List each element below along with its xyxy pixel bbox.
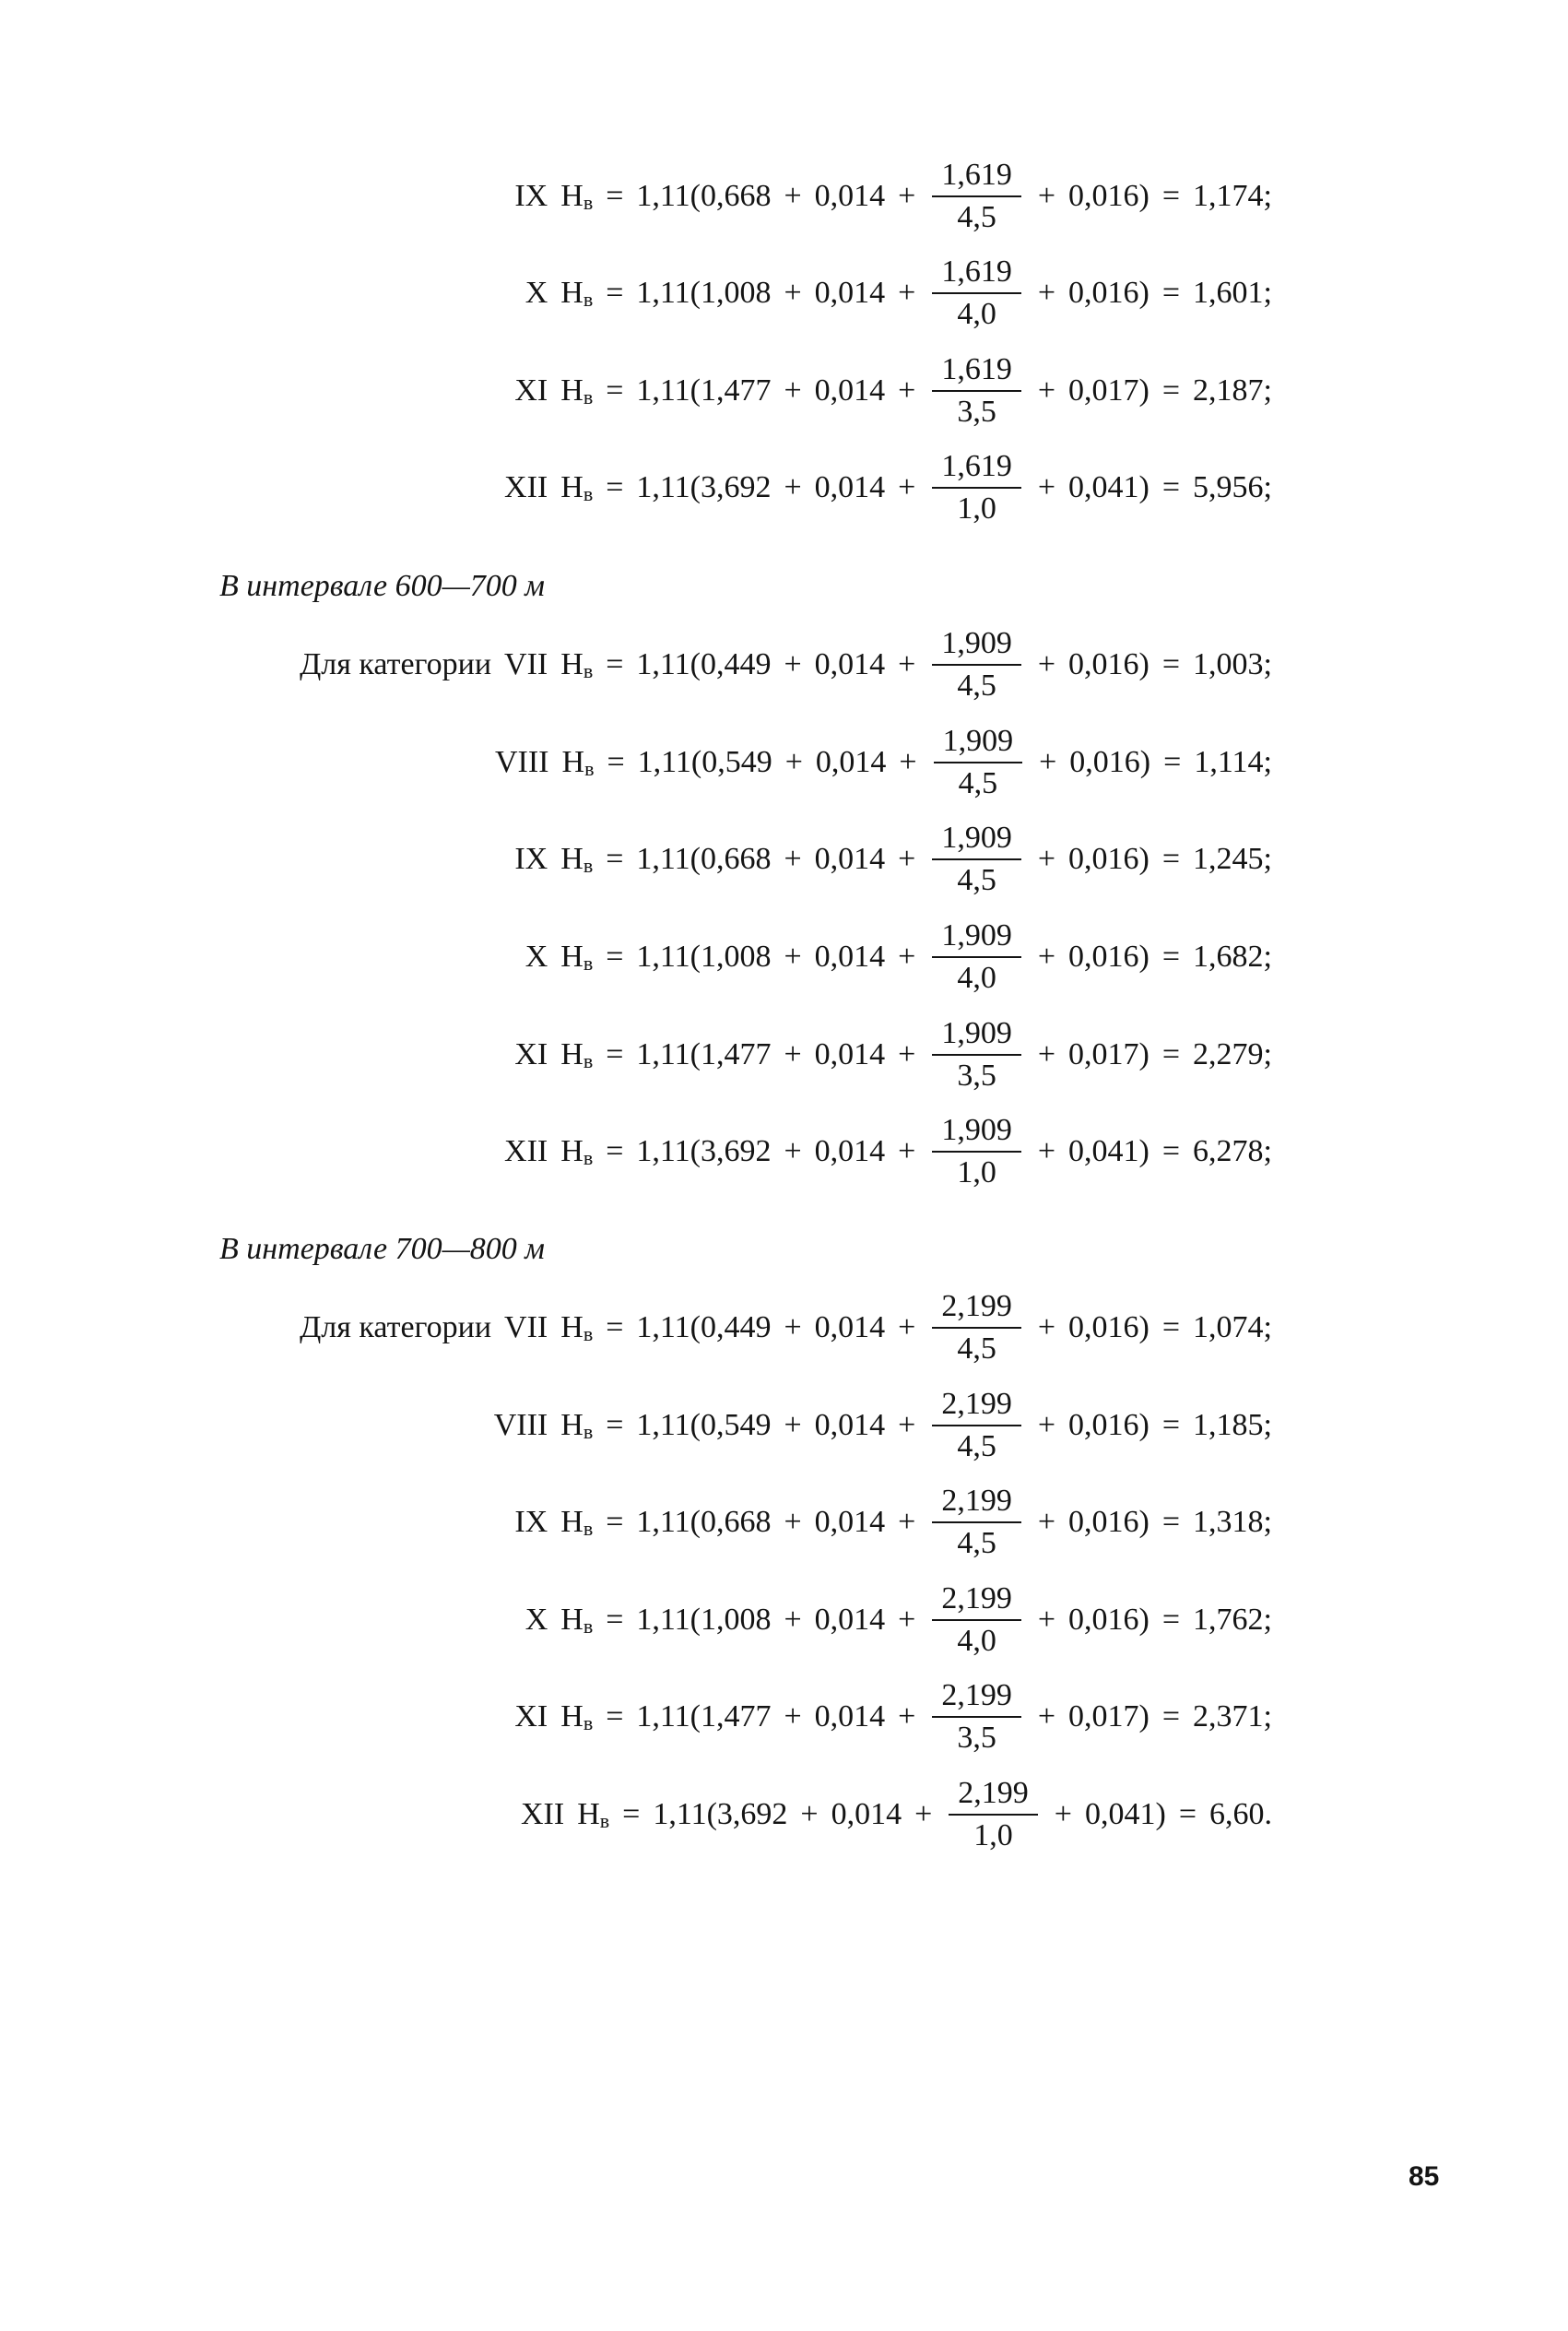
plus-sign: + (784, 179, 802, 213)
equals-sign: = (1161, 647, 1181, 681)
plus-sign: + (898, 1408, 916, 1442)
term-b: 0,014 (831, 1797, 902, 1831)
plus-sign: + (1037, 1134, 1056, 1168)
fraction (932, 919, 1021, 994)
category-label: VIII (493, 1408, 548, 1442)
fraction (932, 1017, 1021, 1092)
plus-sign: + (1037, 1037, 1056, 1071)
term-a: 0,449 (700, 1310, 772, 1344)
equals-sign: = (606, 470, 624, 504)
close-paren: ) (1138, 1037, 1149, 1071)
category-label: XII (521, 1797, 565, 1831)
fraction (932, 450, 1021, 525)
close-paren: ) (1138, 1310, 1149, 1344)
plus-sign: + (784, 940, 802, 974)
plus-sign: + (784, 276, 802, 310)
term-a: 1,008 (700, 940, 772, 974)
equation-row (0, 911, 1272, 1003)
plus-sign: + (1037, 940, 1056, 974)
equals-sign: = (1161, 1603, 1181, 1637)
plus-sign: + (800, 1797, 819, 1831)
category-label: X (525, 940, 548, 974)
fraction (932, 822, 1021, 896)
term-b: 0,014 (814, 1699, 886, 1733)
close-paren: ) (1138, 1603, 1149, 1637)
equals-sign: = (606, 647, 624, 681)
open-paren: ( (690, 1134, 701, 1168)
plus-sign: + (1039, 745, 1057, 779)
equals-sign: = (606, 276, 624, 310)
open-paren: ( (690, 1699, 701, 1733)
equation-row (0, 247, 1272, 339)
variable-symbol: Hв (577, 1796, 610, 1832)
plus-sign: + (1037, 1505, 1056, 1539)
coefficient: 1,11 (636, 1134, 690, 1168)
term-b: 0,014 (815, 745, 887, 779)
term-b: 0,014 (814, 470, 886, 504)
term-a: 0,549 (701, 745, 772, 779)
coefficient: 1,11 (636, 1603, 690, 1637)
category-label: XI (514, 1699, 548, 1733)
equals-sign: = (606, 1134, 624, 1168)
term-b: 0,014 (814, 1603, 886, 1637)
fraction-numerator: 1,909 (932, 627, 1021, 666)
variable-symbol: Hв (560, 1698, 594, 1734)
equation-row (0, 1106, 1272, 1198)
close-paren: ) (1138, 470, 1149, 504)
category-label: XI (514, 373, 548, 408)
fraction-numerator: 1,909 (934, 725, 1023, 763)
fraction-denominator: 4,5 (957, 200, 996, 234)
open-paren: ( (690, 940, 701, 974)
term-a: 3,692 (700, 1134, 772, 1168)
result-value: 1,245; (1193, 842, 1272, 876)
plus-sign: + (784, 745, 803, 779)
term-c: 0,017 (1068, 373, 1139, 408)
plus-sign: + (1037, 1408, 1056, 1442)
open-paren: ( (690, 276, 701, 310)
term-a: 1,477 (700, 1699, 772, 1733)
result-value: 1,682; (1193, 940, 1272, 974)
plus-sign: + (898, 1603, 916, 1637)
term-b: 0,014 (814, 373, 886, 408)
fraction-numerator: 1,909 (932, 822, 1021, 860)
plus-sign: + (1037, 373, 1056, 408)
plus-sign: + (898, 1310, 916, 1344)
plus-sign: + (784, 842, 802, 876)
close-paren: ) (1138, 1134, 1149, 1168)
term-a: 1,008 (700, 1603, 772, 1637)
plus-sign: + (898, 647, 916, 681)
plus-sign: + (1037, 647, 1056, 681)
fraction-denominator: 4,5 (958, 766, 998, 800)
coefficient: 1,11 (637, 745, 691, 779)
fraction-numerator: 1,909 (932, 919, 1021, 958)
term-b: 0,014 (814, 940, 886, 974)
close-paren: ) (1155, 1797, 1166, 1831)
equals-sign: = (1161, 1699, 1181, 1733)
coefficient: 1,11 (636, 373, 690, 408)
equals-sign: = (606, 373, 624, 408)
coefficient: 1,11 (636, 1310, 690, 1344)
plus-sign: + (784, 373, 802, 408)
result-value: 1,174; (1193, 179, 1272, 213)
open-paren: ( (690, 179, 701, 213)
term-a: 0,668 (700, 179, 772, 213)
result-value: 6,60. (1209, 1797, 1272, 1831)
category-label: VII (504, 647, 548, 681)
open-paren: ( (690, 745, 702, 779)
plus-sign: + (898, 373, 916, 408)
variable-symbol: Hв (560, 1602, 594, 1638)
category-label: VII (504, 1310, 548, 1344)
term-a: 1,477 (700, 373, 772, 408)
fraction (932, 1114, 1021, 1189)
fraction (932, 1485, 1021, 1559)
equation-row (0, 1769, 1272, 1861)
fraction-numerator: 2,199 (932, 1388, 1021, 1426)
equals-sign: = (1161, 470, 1181, 504)
open-paren: ( (690, 1310, 701, 1344)
equation-row (0, 1282, 1272, 1374)
equals-sign: = (606, 940, 624, 974)
fraction-denominator: 3,5 (957, 1059, 996, 1093)
equals-sign: = (1161, 1505, 1181, 1539)
section-heading: В интервале 600—700 м (219, 569, 545, 603)
term-b: 0,014 (814, 1505, 886, 1539)
result-value: 1,601; (1193, 276, 1272, 310)
term-a: 1,477 (700, 1037, 772, 1071)
close-paren: ) (1138, 1408, 1149, 1442)
result-value: 2,371; (1193, 1699, 1272, 1733)
result-value: 1,762; (1193, 1603, 1272, 1637)
term-b: 0,014 (814, 179, 886, 213)
equals-sign: = (1161, 1310, 1181, 1344)
close-paren: ) (1138, 842, 1149, 876)
coefficient: 1,11 (636, 179, 690, 213)
plus-sign: + (898, 1134, 916, 1168)
equals-sign: = (606, 1505, 624, 1539)
term-c: 0,016 (1068, 842, 1139, 876)
category-label: IX (514, 179, 548, 213)
term-c: 0,016 (1068, 1505, 1139, 1539)
equation-row (0, 1009, 1272, 1101)
equation-row (0, 1476, 1272, 1568)
fraction-denominator: 4,5 (957, 1429, 996, 1463)
coefficient: 1,11 (636, 842, 690, 876)
term-c: 0,016 (1068, 1408, 1139, 1442)
close-paren: ) (1138, 373, 1149, 408)
close-paren: ) (1138, 647, 1149, 681)
term-a: 0,668 (700, 842, 772, 876)
fraction-denominator: 4,0 (957, 961, 996, 995)
plus-sign: + (1037, 276, 1056, 310)
term-b: 0,014 (814, 1408, 886, 1442)
fraction-numerator: 2,199 (932, 1582, 1021, 1621)
plus-sign: + (784, 470, 802, 504)
fraction-denominator: 4,5 (957, 669, 996, 703)
fraction (932, 159, 1021, 233)
equals-sign: = (1161, 1037, 1181, 1071)
equals-sign: = (1178, 1797, 1197, 1831)
plus-sign: + (898, 470, 916, 504)
variable-symbol: Hв (560, 1407, 594, 1443)
plus-sign: + (914, 1797, 933, 1831)
variable-symbol: Hв (560, 939, 594, 975)
equals-sign: = (606, 1310, 624, 1344)
open-paren: ( (690, 1603, 701, 1637)
fraction (932, 627, 1021, 702)
coefficient: 1,11 (636, 1037, 690, 1071)
row-lead-text: Для категории (300, 1310, 492, 1344)
equals-sign: = (1161, 940, 1181, 974)
coefficient: 1,11 (636, 1408, 690, 1442)
close-paren: ) (1138, 1505, 1149, 1539)
equation-row (0, 1379, 1272, 1472)
variable-symbol: Hв (560, 469, 594, 505)
plus-sign: + (1037, 842, 1056, 876)
result-value: 1,185; (1193, 1408, 1272, 1442)
fraction-denominator: 4,0 (957, 297, 996, 331)
fraction-denominator: 4,5 (957, 1526, 996, 1560)
term-b: 0,014 (814, 647, 886, 681)
open-paren: ( (690, 842, 701, 876)
coefficient: 1,11 (636, 647, 690, 681)
equals-sign: = (606, 1037, 624, 1071)
result-value: 1,114; (1194, 745, 1272, 779)
section-heading: В интервале 700—800 м (219, 1232, 545, 1266)
fraction-denominator: 3,5 (957, 395, 996, 429)
category-label: XI (514, 1037, 548, 1071)
fraction (932, 1290, 1021, 1365)
coefficient: 1,11 (653, 1797, 707, 1831)
variable-symbol: Hв (560, 373, 594, 408)
fraction-numerator: 1,619 (932, 450, 1021, 489)
equation-row (0, 619, 1272, 711)
fraction-denominator: 4,0 (957, 1624, 996, 1658)
open-paren: ( (706, 1797, 717, 1831)
result-value: 5,956; (1193, 470, 1272, 504)
fraction-numerator: 1,619 (932, 353, 1021, 392)
variable-symbol: Hв (560, 1133, 594, 1169)
plus-sign: + (898, 940, 916, 974)
plus-sign: + (898, 276, 916, 310)
fraction-denominator: 4,5 (957, 1331, 996, 1366)
equals-sign: = (1161, 179, 1181, 213)
plus-sign: + (1037, 179, 1056, 213)
equals-sign: = (1163, 745, 1182, 779)
term-c: 0,016 (1068, 1310, 1139, 1344)
plus-sign: + (784, 1408, 802, 1442)
equals-sign: = (606, 1408, 624, 1442)
equals-sign: = (622, 1797, 641, 1831)
term-a: 0,549 (700, 1408, 772, 1442)
equation-row (0, 1671, 1272, 1763)
equation-row (0, 442, 1272, 534)
term-c: 0,016 (1068, 179, 1139, 213)
plus-sign: + (784, 1134, 802, 1168)
variable-symbol: Hв (560, 1036, 594, 1072)
fraction-denominator: 1,0 (957, 491, 996, 526)
plus-sign: + (1037, 1310, 1056, 1344)
fraction-denominator: 3,5 (957, 1721, 996, 1755)
plus-sign: + (784, 1699, 802, 1733)
plus-sign: + (1054, 1797, 1072, 1831)
coefficient: 1,11 (636, 470, 690, 504)
coefficient: 1,11 (636, 940, 690, 974)
fraction-numerator: 2,199 (949, 1777, 1038, 1816)
term-a: 3,692 (716, 1797, 788, 1831)
plus-sign: + (898, 1505, 916, 1539)
result-value: 6,278; (1193, 1134, 1272, 1168)
term-c: 0,017 (1068, 1699, 1139, 1733)
term-b: 0,014 (814, 276, 886, 310)
category-label: XII (504, 470, 548, 504)
category-label: VIII (494, 745, 549, 779)
open-paren: ( (690, 373, 701, 408)
coefficient: 1,11 (636, 1505, 690, 1539)
equation-row (0, 150, 1272, 243)
term-c: 0,016 (1068, 940, 1139, 974)
variable-symbol: Hв (560, 275, 594, 311)
variable-symbol: Hв (560, 1504, 594, 1540)
plus-sign: + (784, 1310, 802, 1344)
equals-sign: = (1161, 1408, 1181, 1442)
equation-row (0, 1574, 1272, 1666)
term-b: 0,014 (814, 1037, 886, 1071)
equals-sign: = (1161, 842, 1181, 876)
fraction (934, 725, 1023, 799)
term-c: 0,016 (1068, 276, 1139, 310)
result-value: 2,279; (1193, 1037, 1272, 1071)
term-c: 0,016 (1068, 1603, 1139, 1637)
term-b: 0,014 (814, 842, 886, 876)
equation-row (0, 345, 1272, 437)
open-paren: ( (690, 1408, 701, 1442)
term-c: 0,041 (1068, 1134, 1139, 1168)
variable-symbol: Hв (560, 1309, 594, 1345)
term-c: 0,016 (1068, 647, 1139, 681)
term-c: 0,041 (1084, 1797, 1156, 1831)
equals-sign: = (606, 1603, 624, 1637)
term-a: 0,449 (700, 647, 772, 681)
plus-sign: + (899, 745, 917, 779)
plus-sign: + (784, 1505, 802, 1539)
plus-sign: + (898, 842, 916, 876)
category-label: IX (514, 1505, 548, 1539)
term-a: 3,692 (700, 470, 772, 504)
term-b: 0,014 (814, 1310, 886, 1344)
term-c: 0,041 (1068, 470, 1139, 504)
plus-sign: + (1037, 1603, 1056, 1637)
plus-sign: + (784, 1037, 802, 1071)
category-label: XII (504, 1134, 548, 1168)
result-value: 2,187; (1193, 373, 1272, 408)
variable-symbol: Hв (560, 646, 594, 682)
plus-sign: + (898, 179, 916, 213)
equals-sign: = (607, 745, 625, 779)
coefficient: 1,11 (636, 276, 690, 310)
fraction (949, 1777, 1038, 1852)
equals-sign: = (606, 842, 624, 876)
term-a: 1,008 (700, 276, 772, 310)
plus-sign: + (898, 1699, 916, 1733)
plus-sign: + (1037, 1699, 1056, 1733)
plus-sign: + (784, 647, 802, 681)
term-c: 0,016 (1069, 745, 1140, 779)
close-paren: ) (1138, 940, 1149, 974)
fraction (932, 1582, 1021, 1657)
fraction-numerator: 1,619 (932, 255, 1021, 294)
open-paren: ( (690, 1037, 701, 1071)
row-lead-text: Для категории (300, 647, 492, 681)
variable-symbol: Hв (561, 744, 595, 780)
fraction-numerator: 1,909 (932, 1017, 1021, 1056)
term-b: 0,014 (814, 1134, 886, 1168)
open-paren: ( (690, 647, 701, 681)
plus-sign: + (1037, 470, 1056, 504)
equation-row (0, 813, 1272, 905)
fraction-numerator: 2,199 (932, 1290, 1021, 1329)
fraction-numerator: 2,199 (932, 1485, 1021, 1523)
close-paren: ) (1138, 276, 1149, 310)
result-value: 1,318; (1193, 1505, 1272, 1539)
fraction-denominator: 1,0 (973, 1818, 1013, 1852)
fraction (932, 1388, 1021, 1462)
equals-sign: = (1161, 373, 1181, 408)
term-c: 0,017 (1068, 1037, 1139, 1071)
coefficient: 1,11 (636, 1699, 690, 1733)
variable-symbol: Hв (560, 841, 594, 877)
result-value: 1,074; (1193, 1310, 1272, 1344)
plus-sign: + (784, 1603, 802, 1637)
fraction-numerator: 1,909 (932, 1114, 1021, 1153)
fraction-denominator: 1,0 (957, 1155, 996, 1189)
fraction-denominator: 4,5 (957, 863, 996, 897)
close-paren: ) (1138, 1699, 1149, 1733)
category-label: IX (514, 842, 548, 876)
page-number: 85 (1409, 2161, 1440, 2192)
fraction-numerator: 2,199 (932, 1679, 1021, 1718)
equals-sign: = (606, 179, 624, 213)
equation-row (0, 716, 1272, 809)
open-paren: ( (690, 470, 701, 504)
variable-symbol: Hв (560, 178, 594, 214)
equals-sign: = (1161, 276, 1181, 310)
fraction (932, 1679, 1021, 1754)
equals-sign: = (1161, 1134, 1181, 1168)
category-label: X (525, 276, 548, 310)
close-paren: ) (1138, 179, 1149, 213)
result-value: 1,003; (1193, 647, 1272, 681)
close-paren: ) (1139, 745, 1151, 779)
fraction (932, 255, 1021, 330)
term-a: 0,668 (700, 1505, 772, 1539)
plus-sign: + (898, 1037, 916, 1071)
open-paren: ( (690, 1505, 701, 1539)
fraction (932, 353, 1021, 428)
category-label: X (525, 1603, 548, 1637)
fraction-numerator: 1,619 (932, 159, 1021, 197)
equals-sign: = (606, 1699, 624, 1733)
